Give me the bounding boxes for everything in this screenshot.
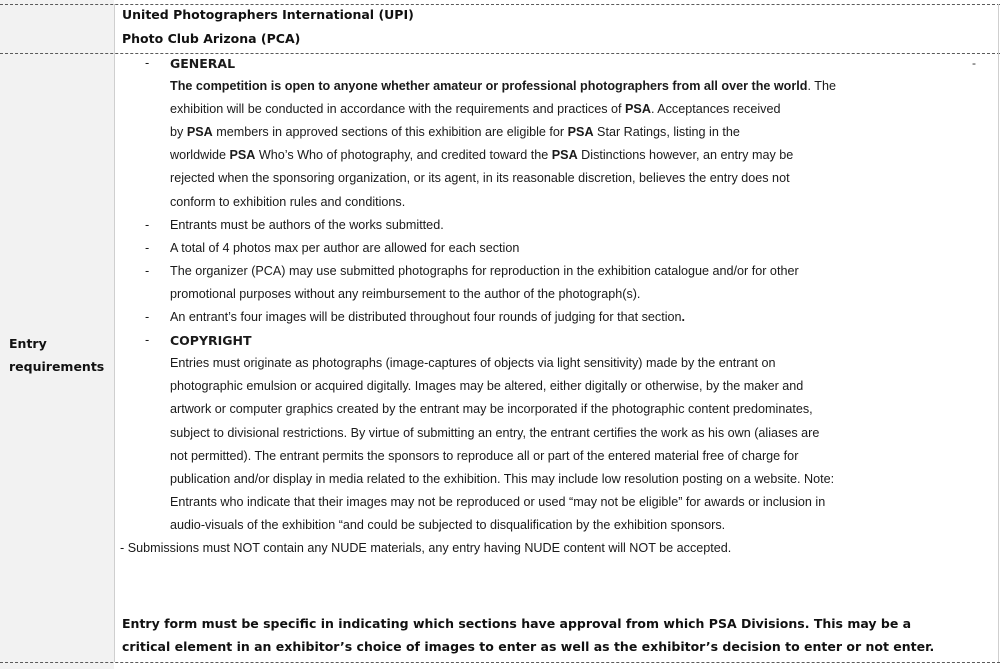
- general-paragraph-line: [114, 144, 1000, 167]
- text-fragment: members in approved sections of this exhibition are eligible for: [212, 125, 568, 140]
- entry-requirements-content: [114, 52, 1000, 560]
- organizer-pca: Photo Club Arizona (PCA): [122, 31, 301, 46]
- general-paragraph-line: [114, 98, 1000, 121]
- text-fragment: .: [681, 310, 686, 325]
- rule-text: [170, 306, 1000, 329]
- text-fragment: Who’s Who of photography, and credited toward the: [255, 148, 552, 163]
- copyright-line: artwork or computer graphics created by the entrant may be incorporated if the photographic content predominates,: [170, 402, 813, 417]
- text-fragment: . The: [807, 79, 836, 94]
- text-fragment: . Acceptances received: [650, 102, 781, 117]
- psa-term: PSA: [625, 102, 651, 117]
- copyright-line: audio-visuals of the exhibition “and could be subjected to disqualification by the exhibition sponsors.: [170, 517, 726, 532]
- general-heading: GENERAL: [170, 56, 236, 71]
- footer-note-line: critical element in an exhibitor’s choice of images to enter as well as the exhibitor’s decision to enter or not enter.: [122, 639, 935, 654]
- psa-term: PSA: [186, 125, 213, 140]
- text-fragment: Distinctions however, an entry may be: [577, 148, 794, 163]
- copyright-line: publication and/or display in media related to the exhibition. This may include low resolution posting on a website. Note:: [170, 471, 835, 486]
- rule-text: A total of 4 photos max per author are allowed for each section: [170, 240, 520, 255]
- copyright-heading: COPYRIGHT: [170, 333, 252, 349]
- copyright-line: Entrants who indicate that their images may not be reproduced or used “may not be eligible” for awards or inclusion in: [170, 494, 826, 509]
- psa-term: PSA: [567, 125, 594, 140]
- general-heading-row: [114, 52, 1000, 75]
- bullet-mark: -: [972, 56, 976, 70]
- bottom-divider: [0, 662, 1000, 663]
- general-paragraph-line: [114, 75, 1000, 98]
- footer-note-line: Entry form must be specific in indicating which sections have approval from which PSA Divisions. This may be a: [122, 616, 912, 631]
- open-competition-statement: The competition is open to anyone whether amateur or professional photographers from all over the world: [170, 79, 808, 94]
- rule-reproduction: [114, 260, 1000, 283]
- organizer-upi: United Photographers International (UPI): [122, 7, 414, 22]
- bullet-mark: -: [145, 333, 150, 348]
- bullet-mark: -: [145, 217, 150, 232]
- rule-text: Entrants must be authors of the works submitted.: [170, 217, 444, 232]
- copyright-heading-row: [114, 329, 1000, 352]
- copyright-line: not permitted). The entrant permits the sponsors to reproduce all or part of the entered material free of charge for: [170, 448, 799, 463]
- top-divider: [0, 4, 1000, 5]
- text-fragment: Star Ratings, listing in the: [593, 125, 740, 140]
- rule-photo-limit: [114, 237, 1000, 260]
- nude-content-rule: - Submissions must NOT contain any NUDE materials, any entry having NUDE content will NOT be accepted.: [120, 540, 732, 555]
- general-paragraph-line: [114, 121, 1000, 144]
- general-paragraph-line: rejected when the sponsoring organization, or its agent, in its reasonable discretion, believes the entry does not: [170, 171, 790, 186]
- text-fragment: exhibition will be conducted in accordance with the requirements and practices of: [170, 102, 626, 117]
- general-paragraph-line: conform to exhibition rules and conditions.: [170, 194, 406, 209]
- psa-term: PSA: [229, 148, 256, 163]
- text-fragment: by: [170, 125, 187, 140]
- bullet-mark: -: [145, 56, 150, 70]
- text-fragment: worldwide: [170, 148, 230, 163]
- bullet-mark: -: [145, 240, 150, 255]
- rule-judging-rounds: [114, 306, 1000, 329]
- rule-authors: [114, 214, 1000, 237]
- rule-text-continued: promotional purposes without any reimbursement to the author of the photograph(s).: [170, 286, 641, 301]
- copyright-line: photographic emulsion or acquired digitally. Images may be altered, either digitally or otherwise, by the maker and: [170, 379, 804, 394]
- copyright-line: subject to divisional restrictions. By virtue of submitting an entry, the entrant certifies the work as his own (aliases are: [170, 425, 820, 440]
- copyright-line: Entries must originate as photographs (image-captures of objects via light sensitivity) made by the entrant on: [170, 356, 776, 371]
- text-fragment: An entrant’s four images will be distributed throughout four rounds of judging for that section: [170, 310, 682, 325]
- section-label-requirements: requirements: [9, 359, 105, 374]
- psa-term: PSA: [551, 148, 578, 163]
- section-label-entry: Entry: [9, 336, 47, 351]
- bullet-mark: -: [145, 263, 150, 278]
- rule-text: The organizer (PCA) may use submitted photographs for reproduction in the exhibition catalogue and/or for other: [170, 263, 799, 278]
- bullet-mark: -: [145, 310, 150, 325]
